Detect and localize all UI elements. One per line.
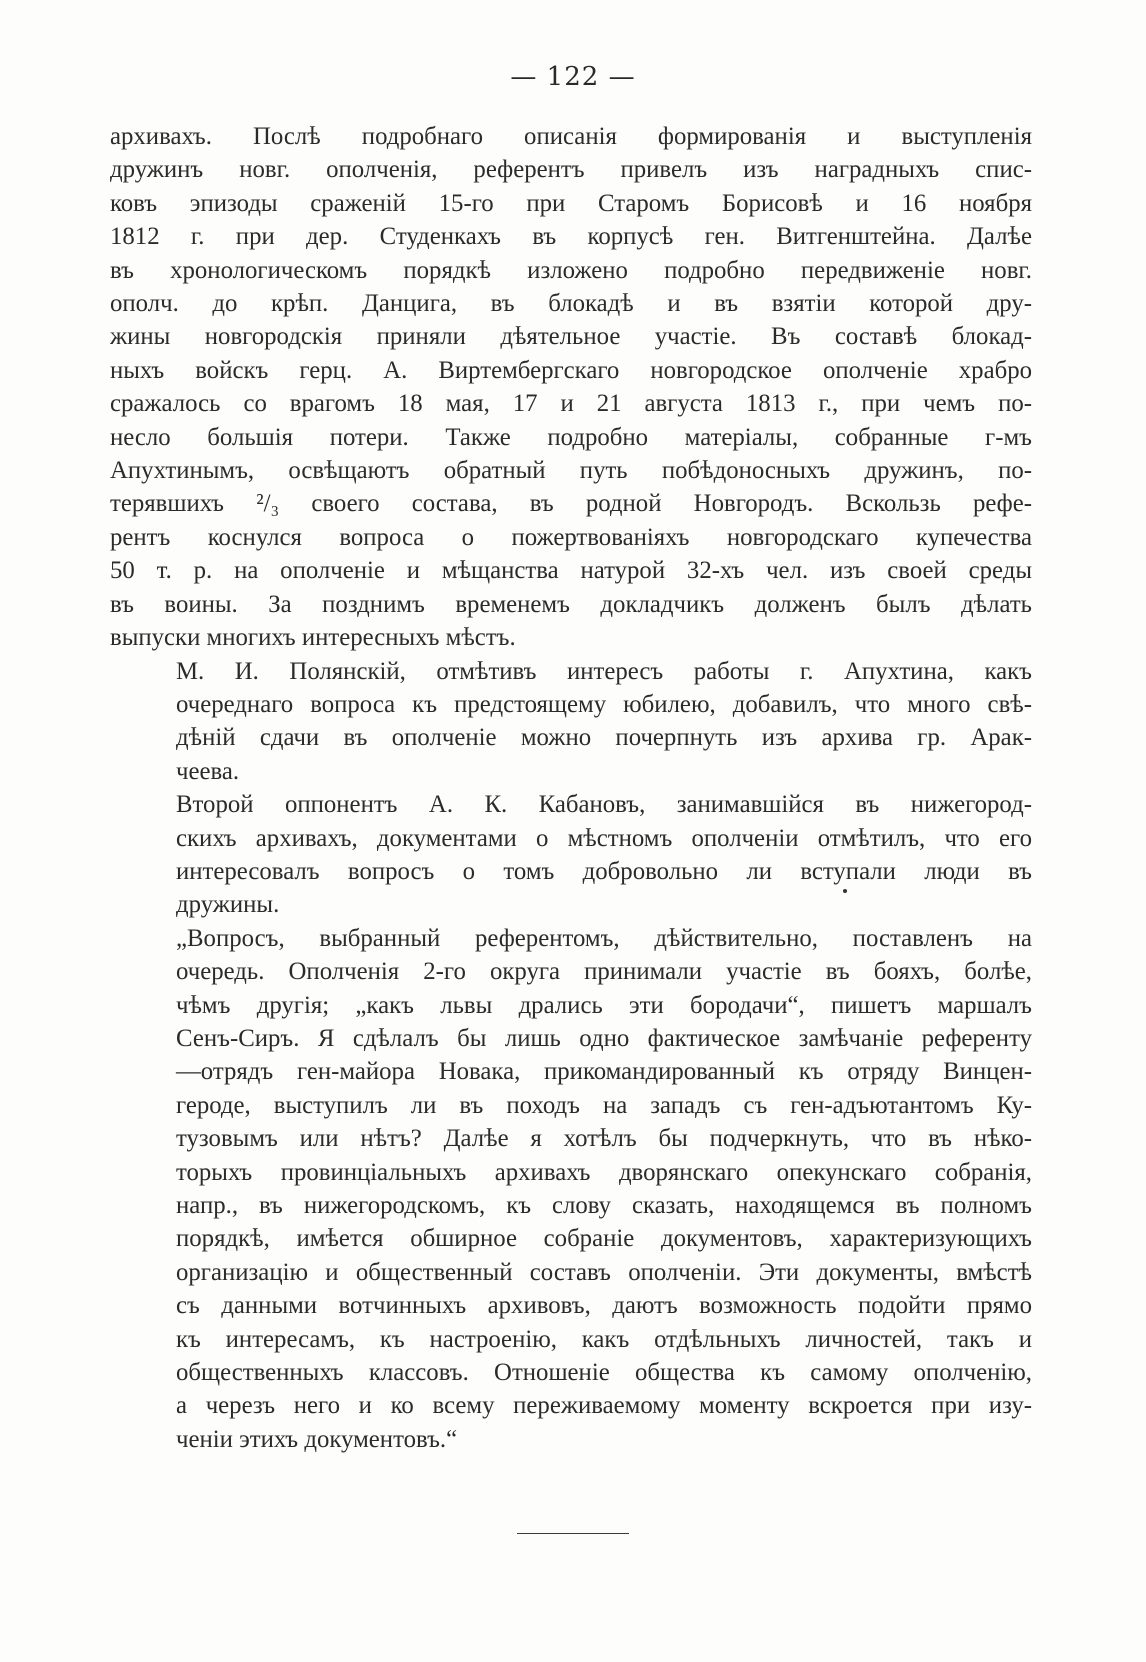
text-line: терявшихъ ²/₃ своего состава, въ родной Новгородъ. Вскользь рефе- bbox=[110, 490, 1032, 518]
paragraph bbox=[110, 788, 1032, 922]
body-text bbox=[110, 120, 1032, 1456]
text-line: съ данными вотчинныхъ архивовъ, даютъ возможность подойти прямо bbox=[176, 1292, 1032, 1320]
text-line: дружины. bbox=[176, 891, 280, 919]
text-line: „Вопросъ, выбранный референтомъ, дѣйствительно, поставленъ на bbox=[176, 924, 1032, 952]
text-line: тузовымъ или нѣтъ? Далѣе я хотѣлъ бы подчеркнуть, что въ нѣко- bbox=[176, 1125, 1032, 1153]
text-line: выпуски многихъ интересныхъ мѣстъ. bbox=[110, 624, 516, 652]
text-line: очереднаго вопроса къ предстоящему юбилею, добавилъ, что много свѣ- bbox=[176, 690, 1032, 718]
text-line: интересовалъ вопросъ о томъ добровольно ли вступали люди въ bbox=[176, 857, 1032, 885]
paragraph bbox=[110, 120, 1032, 655]
text-line: а черезъ него и ко всему переживаемому моменту вскроется при изу- bbox=[176, 1392, 1032, 1420]
stray-dot-mark bbox=[843, 889, 847, 893]
text-line: дружинъ новг. ополченія, референтъ привелъ изъ наградныхъ спис- bbox=[110, 156, 1032, 184]
text-line: въ воины. За позднимъ временемъ докладчикъ долженъ былъ дѣлать bbox=[110, 590, 1032, 618]
text-line: напр., въ нижегородскомъ, къ слову сказать, находящемся въ полномъ bbox=[176, 1192, 1032, 1219]
text-line: архивахъ. Послѣ подробнаго описанія формированія и выступленія bbox=[110, 123, 1032, 150]
text-line: порядкѣ, имѣется обширное собраніе документовъ, характеризующихъ bbox=[176, 1225, 1032, 1253]
text-line: скихъ архивахъ, документами о мѣстномъ ополченіи отмѣтилъ, что его bbox=[176, 824, 1032, 852]
text-line: Апухтинымъ, освѣщаютъ обратный путь побѣдоносныхъ дружинъ, по- bbox=[110, 457, 1032, 485]
text-line: дѣній сдачи въ ополченіе можно почерпнуть изъ архива гр. Арак- bbox=[176, 724, 1032, 752]
text-line: чеева. bbox=[176, 757, 240, 785]
text-line: ныхъ войскъ герц. А. Виртембергскаго новгородское ополченіе храбро bbox=[110, 356, 1032, 384]
text-line: 50 т. р. на ополченіе и мѣщанства натурой 32-хъ чел. изъ своей среды bbox=[110, 557, 1032, 585]
text-line: ченіи этихъ документовъ.“ bbox=[176, 1425, 458, 1453]
text-line: общественныхъ классовъ. Отношеніе общества къ самому ополченію, bbox=[176, 1359, 1032, 1387]
text-line: —отрядъ ген-майора Новака, прикомандированный къ отряду Винцен- bbox=[176, 1058, 1032, 1086]
text-line: рентъ коснулся вопроса о пожертвованіяхъ новгородскаго купечества bbox=[110, 523, 1032, 551]
text-line: ополч. до крѣп. Данцига, въ блокадѣ и въ взятіи которой дру- bbox=[110, 290, 1032, 318]
text-line: Сенъ-Сиръ. Я сдѣлалъ бы лишь одно фактическое замѣчаніе референту bbox=[176, 1024, 1032, 1052]
text-line: торыхъ провинціальныхъ архивахъ дворянскаго опекунскаго собранія, bbox=[176, 1158, 1032, 1186]
text-line: очередь. Ополченія 2-го округа принимали участіе въ бояхъ, болѣе, bbox=[176, 958, 1032, 986]
text-line: ковъ эпизоды сраженій 15-го при Старомъ Борисовѣ и 16 ноября bbox=[110, 189, 1032, 217]
end-separator-rule bbox=[517, 1533, 629, 1534]
text-line: въ хронологическомъ порядкѣ изложено подробно передвиженіе новг. bbox=[110, 256, 1032, 284]
paragraph bbox=[110, 922, 1032, 1457]
text-line: героде, выступилъ ли въ походъ на западъ съ ген-адъютантомъ Ку- bbox=[176, 1091, 1032, 1119]
text-line: организацію и общественный составъ ополченіи. Эти документы, вмѣстѣ bbox=[176, 1258, 1032, 1286]
text-line: сражалось со врагомъ 18 мая, 17 и 21 августа 1813 г., при чемъ по- bbox=[110, 390, 1032, 418]
page-number: — 122 — bbox=[510, 62, 636, 92]
text-line: чѣмъ другія; „какъ львы дрались эти бородачи“, пишетъ маршалъ bbox=[176, 991, 1032, 1019]
text-line: къ интересамъ, къ настроенію, какъ отдѣльныхъ личностей, такъ и bbox=[176, 1325, 1032, 1353]
text-line: М. И. Полянскій, отмѣтивъ интересъ работы г. Апухтина, какъ bbox=[176, 657, 1032, 685]
text-line: 1812 г. при дер. Студенкахъ въ корпусѣ ген. Витгенштейна. Далѣе bbox=[110, 223, 1032, 251]
paragraph bbox=[110, 655, 1032, 789]
text-line: несло большія потери. Также подробно матеріалы, собранные г-мъ bbox=[110, 423, 1032, 451]
text-line: Второй оппонентъ А. К. Кабановъ, занимавшійся въ нижегород- bbox=[176, 791, 1032, 819]
text-line: жины новгородскія приняли дѣятельное участіе. Въ составѣ блокад- bbox=[110, 323, 1032, 351]
